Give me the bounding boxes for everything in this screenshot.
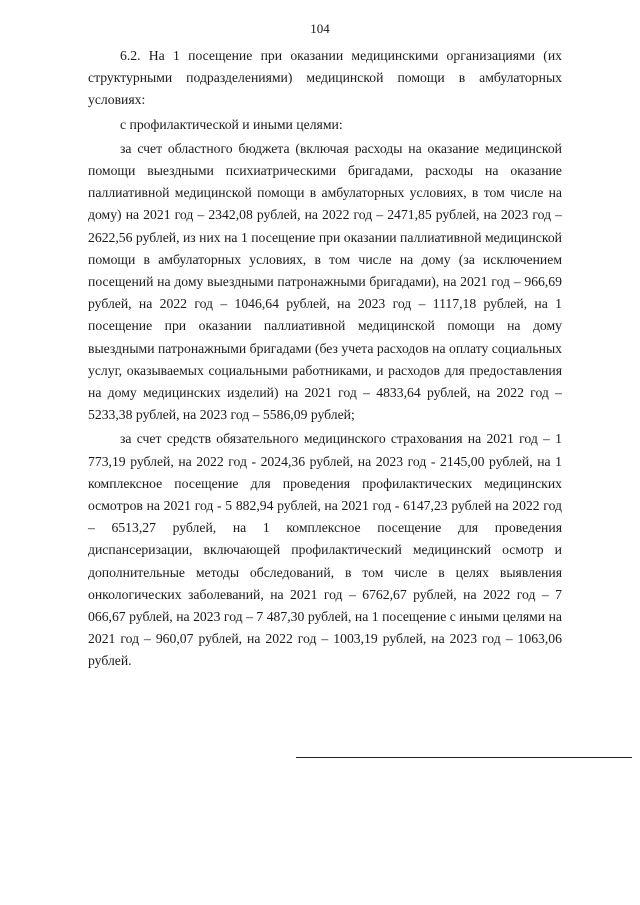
document-body xyxy=(88,45,562,673)
subheading-paragraph: с профилактической и иными целями: xyxy=(120,116,343,132)
regional-budget-paragraph: за счет областного бюджета (включая расходы на оказание медицинской помощи выездными психиатрическими бригадами, расходы на оказание паллиативной медицинской помощи в амбулаторных условиях, в том числе на дому) на 2021 год – 2342,08 рублей, на 2022 год – 2471,85 рублей, на 2023 год – 2622,56 рублей, из них на 1 посещение при оказании паллиативной медицинской помощи в амбулаторных условиях, в том числе на дому (за исключением посещений на дому выездными патронажными бригадами), на 2021 год – 966,69 рублей, на 2022 год – 1046,64 рублей, на 2023 год – 1117,18 рублей, на 1 посещение при оказании паллиативной медицинской помощи на дому выездными патронажными бригадами (без учета расходов на оплату социальных услуг, оказываемых социальными работниками, и расходов для предоставления на дому медицинских изделий) на 2021 год – 4833,64 рублей, на 2022 год – 5233,38 рублей, на 2023 год – 5586,09 рублей; xyxy=(88,140,562,423)
footnote-divider xyxy=(296,757,632,758)
section-heading-paragraph: 6.2. На 1 посещение при оказании медицинскими организациями (их структурными подразделениями) медицинской помощи в амбулаторных условиях: xyxy=(88,48,562,108)
insurance-paragraph: за счет средств обязательного медицинского страхования на 2021 год – 1 773,19 рублей, на 2022 год - 2024,36 рублей, на 2023 год - 2145,00 рублей, на 1 комплексное посещение для проведения профилактических медицинских осмотров на 2021 год - 5 882,94 рублей, на 2021 год - 6147,23 рублей на 2022 год – 6513,27 рублей, на 1 комплексное посещение для проведения диспансеризации, включающей профилактический медицинский осмотр и дополнительные методы обследований, в том числе в целях выявления онкологических заболеваний, на 2021 год – 6762,67 рублей, на 2022 год – 7 066,67 рублей, на 2023 год – 7 487,30 рублей, на 1 посещение с иными целями на 2021 год – 960,07 рублей, на 2022 год – 1003,19 рублей, на 2023 год – 1063,06 рублей. xyxy=(88,431,562,669)
page-number: 104 xyxy=(310,21,330,36)
